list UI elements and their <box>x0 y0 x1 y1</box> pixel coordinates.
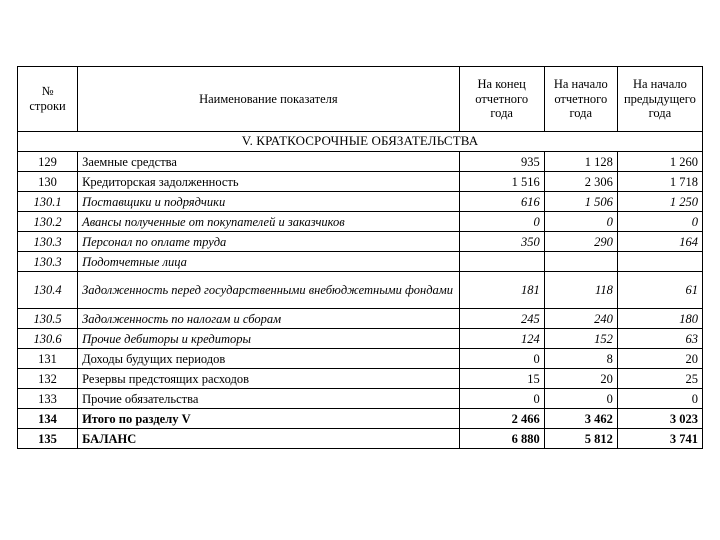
cell-start-reporting-year: 8 <box>544 349 617 369</box>
cell-indicator-name: Доходы будущих периодов <box>78 349 460 369</box>
cell-start-previous-year: 1 718 <box>617 172 702 192</box>
table-row <box>18 429 703 449</box>
header-row <box>18 67 703 132</box>
cell-indicator-name: БАЛАНС <box>78 429 460 449</box>
section-title: V. КРАТКОСРОЧНЫЕ ОБЯЗАТЕЛЬСТВА <box>18 132 703 152</box>
table-row <box>18 309 703 329</box>
table-row <box>18 369 703 389</box>
cell-row-number: 130.5 <box>18 309 78 329</box>
cell-end-reporting-year: 616 <box>459 192 544 212</box>
cell-start-reporting-year <box>544 252 617 272</box>
cell-indicator-name: Кредиторская задолженность <box>78 172 460 192</box>
cell-indicator-name: Прочие дебиторы и кредиторы <box>78 329 460 349</box>
short-term-liabilities-table <box>17 66 703 449</box>
cell-start-reporting-year: 1 128 <box>544 152 617 172</box>
cell-row-number: 132 <box>18 369 78 389</box>
cell-end-reporting-year: 245 <box>459 309 544 329</box>
cell-indicator-name: Задолженность перед государственными внебюджетными фондами <box>78 272 460 309</box>
cell-row-number: 135 <box>18 429 78 449</box>
cell-end-reporting-year: 0 <box>459 212 544 232</box>
balance-sheet-container <box>17 66 703 449</box>
cell-row-number: 130.6 <box>18 329 78 349</box>
cell-end-reporting-year: 350 <box>459 232 544 252</box>
cell-end-reporting-year: 2 466 <box>459 409 544 429</box>
section-title-row <box>18 132 703 152</box>
table-row <box>18 349 703 369</box>
cell-end-reporting-year: 6 880 <box>459 429 544 449</box>
cell-start-reporting-year: 20 <box>544 369 617 389</box>
cell-end-reporting-year: 0 <box>459 389 544 409</box>
cell-indicator-name: Итого по разделу V <box>78 409 460 429</box>
cell-start-reporting-year: 152 <box>544 329 617 349</box>
cell-row-number: 130.4 <box>18 272 78 309</box>
cell-indicator-name: Поставщики и подрядчики <box>78 192 460 212</box>
cell-start-reporting-year: 290 <box>544 232 617 252</box>
cell-row-number: 130 <box>18 172 78 192</box>
header-start-previous-year: На начало предыдущего года <box>617 67 702 132</box>
cell-start-previous-year: 0 <box>617 212 702 232</box>
cell-indicator-name: Прочие обязательства <box>78 389 460 409</box>
cell-row-number: 130.1 <box>18 192 78 212</box>
table-row <box>18 192 703 212</box>
cell-row-number: 130.3 <box>18 232 78 252</box>
cell-indicator-name: Подотчетные лица <box>78 252 460 272</box>
cell-start-reporting-year: 118 <box>544 272 617 309</box>
cell-start-reporting-year: 240 <box>544 309 617 329</box>
cell-indicator-name: Персонал по оплате труда <box>78 232 460 252</box>
table-row <box>18 212 703 232</box>
cell-start-previous-year: 63 <box>617 329 702 349</box>
cell-row-number: 130.3 <box>18 252 78 272</box>
table-row <box>18 172 703 192</box>
table-row <box>18 232 703 252</box>
header-end-reporting-year: На конец отчетного года <box>459 67 544 132</box>
cell-indicator-name: Заемные средства <box>78 152 460 172</box>
table-row <box>18 389 703 409</box>
table-row <box>18 409 703 429</box>
table-row <box>18 152 703 172</box>
header-row-number: № строки <box>18 67 78 132</box>
cell-start-reporting-year: 5 812 <box>544 429 617 449</box>
cell-indicator-name: Авансы полученные от покупателей и заказчиков <box>78 212 460 232</box>
cell-indicator-name: Задолженность по налогам и сборам <box>78 309 460 329</box>
cell-end-reporting-year <box>459 252 544 272</box>
table-header <box>18 67 703 132</box>
cell-end-reporting-year: 181 <box>459 272 544 309</box>
cell-start-previous-year <box>617 252 702 272</box>
cell-end-reporting-year: 0 <box>459 349 544 369</box>
cell-start-previous-year: 180 <box>617 309 702 329</box>
cell-row-number: 133 <box>18 389 78 409</box>
cell-indicator-name: Резервы предстоящих расходов <box>78 369 460 389</box>
cell-start-previous-year: 3 023 <box>617 409 702 429</box>
cell-start-previous-year: 20 <box>617 349 702 369</box>
cell-start-previous-year: 1 250 <box>617 192 702 212</box>
table-row <box>18 329 703 349</box>
cell-start-previous-year: 1 260 <box>617 152 702 172</box>
cell-start-reporting-year: 2 306 <box>544 172 617 192</box>
cell-start-previous-year: 61 <box>617 272 702 309</box>
cell-start-reporting-year: 3 462 <box>544 409 617 429</box>
cell-start-previous-year: 0 <box>617 389 702 409</box>
table-row <box>18 252 703 272</box>
cell-start-reporting-year: 1 506 <box>544 192 617 212</box>
table-row <box>18 272 703 309</box>
cell-row-number: 130.2 <box>18 212 78 232</box>
cell-end-reporting-year: 935 <box>459 152 544 172</box>
header-start-reporting-year: На начало отчетного года <box>544 67 617 132</box>
cell-start-reporting-year: 0 <box>544 212 617 232</box>
header-indicator-name: Наименование показателя <box>78 67 460 132</box>
cell-row-number: 134 <box>18 409 78 429</box>
cell-start-reporting-year: 0 <box>544 389 617 409</box>
cell-end-reporting-year: 15 <box>459 369 544 389</box>
cell-row-number: 131 <box>18 349 78 369</box>
cell-start-previous-year: 3 741 <box>617 429 702 449</box>
cell-start-previous-year: 164 <box>617 232 702 252</box>
cell-end-reporting-year: 1 516 <box>459 172 544 192</box>
cell-end-reporting-year: 124 <box>459 329 544 349</box>
cell-row-number: 129 <box>18 152 78 172</box>
cell-start-previous-year: 25 <box>617 369 702 389</box>
table-body <box>18 132 703 449</box>
